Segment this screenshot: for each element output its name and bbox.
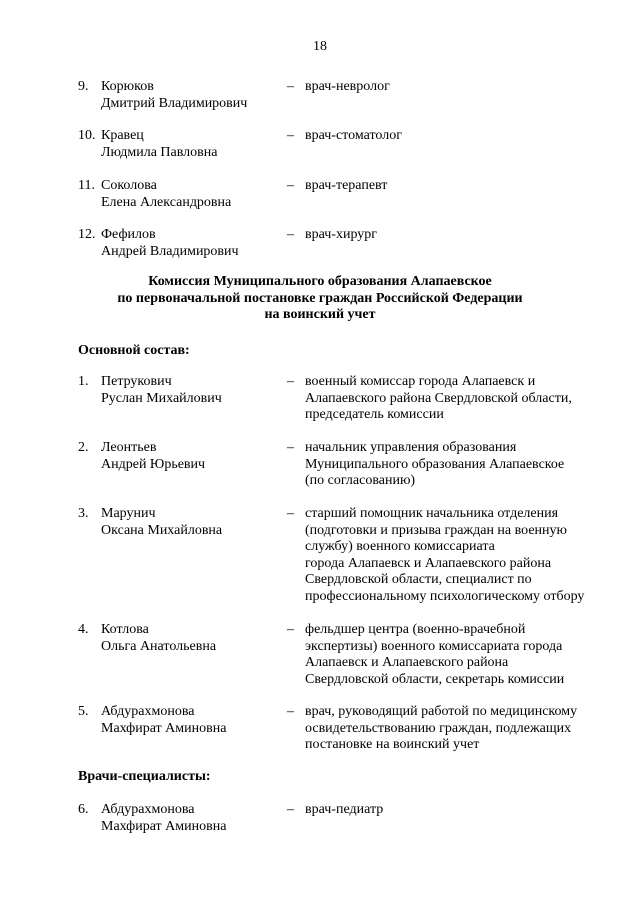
dash: – bbox=[287, 128, 294, 143]
item-number: 4. bbox=[78, 622, 89, 637]
item-number: 5. bbox=[78, 704, 89, 719]
person-name: Марунич Оксана Михайловна bbox=[101, 506, 223, 538]
page-number: 18 bbox=[313, 39, 327, 54]
commission-heading: Комиссия Муниципального образования Алапаевское по первоначальной постановке граждан Российской Федерации на воинский учет bbox=[117, 274, 523, 322]
item-number: 2. bbox=[78, 440, 89, 455]
person-role: врач-стоматолог bbox=[305, 128, 402, 143]
item-number: 12. bbox=[78, 227, 96, 242]
dash: – bbox=[287, 704, 294, 719]
main-composition-label: Основной состав: bbox=[78, 343, 190, 358]
item-number: 6. bbox=[78, 802, 89, 817]
item-number: 11. bbox=[78, 178, 95, 193]
person-name: Абдурахмонова Махфират Аминовна bbox=[101, 802, 227, 834]
item-number: 10. bbox=[78, 128, 96, 143]
person-role: фельдшер центра (военно-врачебной экспертизы) военного комиссариата города Алапаевск и Алапаевского района Свердловской области, секретарь комиссии bbox=[305, 622, 565, 687]
person-name: Петрукович Руслан Михайлович bbox=[101, 374, 222, 406]
person-role: врач-педиатр bbox=[305, 802, 384, 817]
person-name: Леонтьев Андрей Юрьевич bbox=[101, 440, 206, 472]
dash: – bbox=[287, 227, 294, 242]
dash: – bbox=[287, 178, 294, 193]
person-role: врач-невролог bbox=[305, 79, 390, 94]
person-name: Фефилов Андрей Владимирович bbox=[101, 227, 239, 259]
dash: – bbox=[287, 506, 294, 521]
specialists-label: Врачи-специалисты: bbox=[78, 769, 211, 784]
person-name: Корюков Дмитрий Владимирович bbox=[101, 79, 248, 111]
person-role: старший помощник начальника отделения (подготовки и призыва граждан на военную службу) военного комиссариата города Алапаевск и Алапаевского района Свердловской области, специалист по профессиональному психологическому отбору bbox=[305, 506, 585, 604]
dash: – bbox=[287, 79, 294, 94]
dash: – bbox=[287, 374, 294, 389]
dash: – bbox=[287, 622, 294, 637]
dash: – bbox=[287, 802, 294, 817]
person-name: Соколова Елена Александровна bbox=[101, 178, 232, 210]
person-role: начальник управления образования Муниципального образования Алапаевское (по согласованию) bbox=[305, 440, 565, 488]
item-number: 9. bbox=[78, 79, 89, 94]
item-number: 3. bbox=[78, 506, 89, 521]
person-role: врач-хирург bbox=[305, 227, 378, 242]
person-role: врач, руководящий работой по медицинскому освидетельствованию граждан, подлежащих постановке на воинский учет bbox=[305, 704, 578, 752]
person-role: военный комиссар города Алапаевск и Алапаевского района Свердловской области, председатель комиссии bbox=[305, 374, 572, 422]
person-name: Котлова Ольга Анатольевна bbox=[101, 622, 217, 654]
person-role: врач-терапевт bbox=[305, 178, 388, 193]
person-name: Абдурахмонова Махфират Аминовна bbox=[101, 704, 227, 736]
dash: – bbox=[287, 440, 294, 455]
item-number: 1. bbox=[78, 374, 89, 389]
person-name: Кравец Людмила Павловна bbox=[101, 128, 218, 160]
